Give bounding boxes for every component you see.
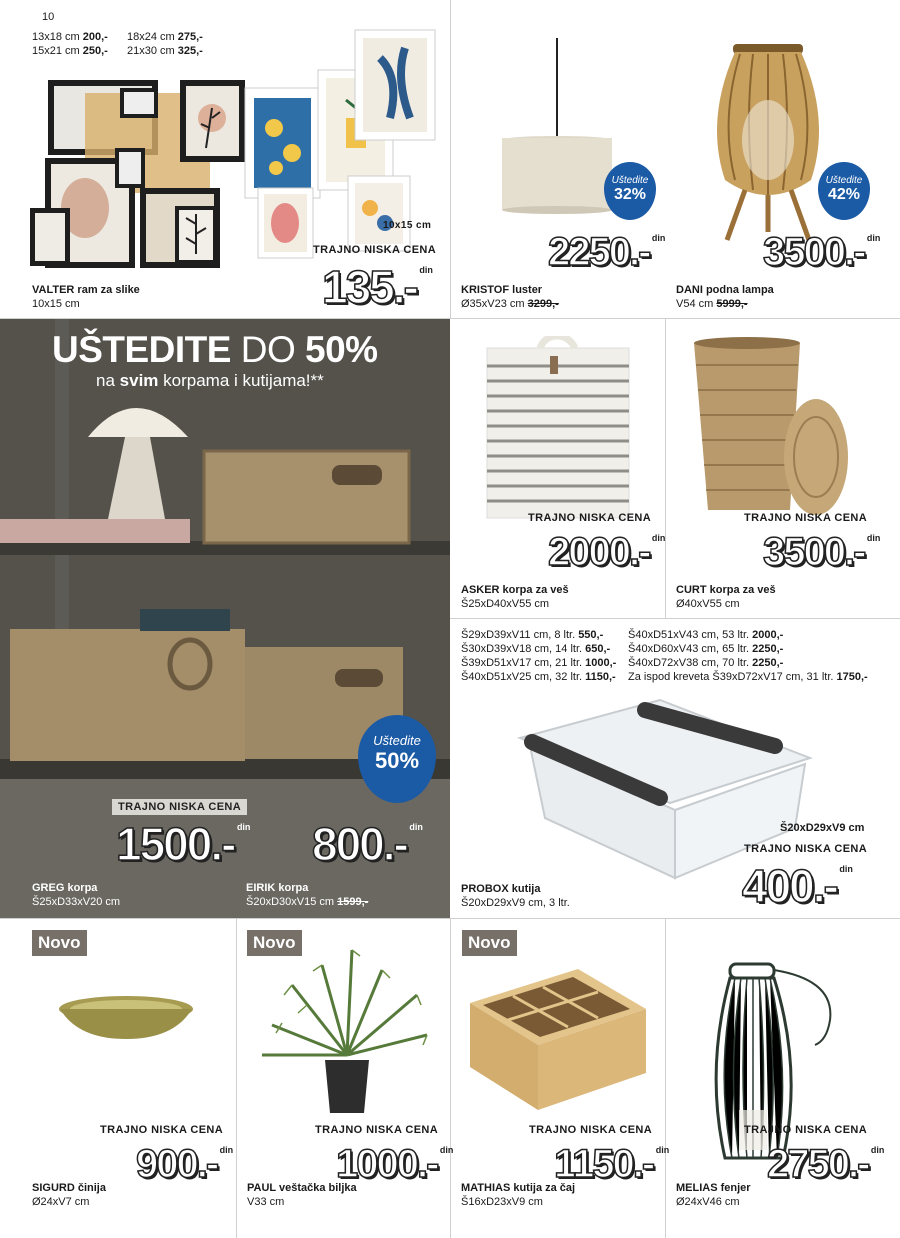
lantern-image	[705, 960, 840, 1170]
size-item: 13x18 cm 200,-	[32, 31, 108, 43]
discount-badge: Uštedite 42%	[818, 162, 870, 220]
product-dims: Š25xD40xV55 cm	[461, 598, 550, 610]
product-name: EIRIK korpa	[246, 882, 309, 894]
artificial-plant-image	[252, 945, 437, 1115]
picture-frames-image	[30, 28, 445, 276]
divider	[450, 618, 900, 619]
product-dims: V33 cm	[247, 1196, 285, 1208]
price: 900.- din	[136, 1142, 234, 1186]
price-tag-label: TRAJNO NISKA CENA	[100, 1124, 224, 1136]
product-name: PAUL veštačka biljka	[247, 1182, 357, 1194]
product-dims: Ø40xV55 cm	[676, 598, 740, 610]
price: 2000.- din	[548, 530, 666, 574]
divider	[450, 918, 451, 1238]
price: 1000.- din	[336, 1142, 454, 1186]
product-name: MELIAS fenjer	[676, 1182, 751, 1194]
size-note: Š20xD29xV9 cm	[780, 822, 865, 834]
divider	[450, 0, 451, 318]
size-item: Š30xD39xV18 cm, 14 ltr. 650,-	[461, 643, 611, 655]
size-note: 10x15 cm	[383, 220, 432, 231]
product-dims: Š16xD23xV9 cm	[461, 1196, 543, 1208]
product-name: DANI podna lampa	[676, 284, 774, 296]
product-dims: Ø35xV23 cm 3299,-	[461, 298, 559, 310]
laundry-bag-image	[485, 336, 635, 521]
promo-subline: na svim korpama i kutijama!**	[96, 371, 324, 390]
price: 3500.- din	[763, 530, 881, 574]
price: 2750.- din	[767, 1142, 885, 1186]
new-badge: Novo	[462, 930, 517, 956]
size-list	[461, 628, 631, 684]
discount-badge: Uštedite 32%	[604, 162, 656, 220]
price: 800.- din	[312, 818, 423, 870]
product-dims: V54 cm 5999,-	[676, 298, 748, 310]
price-tag-label: TRAJNO NISKA CENA	[744, 1124, 868, 1136]
divider	[665, 918, 666, 1238]
product-name: MATHIAS kutija za čaj	[461, 1182, 576, 1194]
price-tag-label: TRAJNO NISKA CENA	[529, 1124, 653, 1136]
discount-badge: Uštedite 50%	[358, 715, 436, 803]
product-dims: Ø24xV46 cm	[676, 1196, 740, 1208]
page-number: 10	[42, 11, 55, 23]
price-tag-label: TRAJNO NISKA CENA	[112, 799, 247, 815]
product-name: PROBOX kutija	[461, 883, 541, 895]
product-dims: Ø24xV7 cm	[32, 1196, 90, 1208]
floor-lamp-image	[705, 40, 835, 245]
product-name: CURT korpa za veš	[676, 584, 776, 596]
price-tag-label: TRAJNO NISKA CENA	[315, 1124, 439, 1136]
product-name: GREG korpa	[32, 882, 98, 894]
size-item: Š29xD39xV11 cm, 8 ltr. 550,-	[461, 629, 604, 641]
size-item: Š40xD60xV43 cm, 65 ltr. 2250,-	[628, 643, 784, 655]
price-tag-label: TRAJNO NISKA CENA	[744, 843, 868, 855]
price: 1150.- din	[554, 1142, 670, 1186]
price: 135.- din	[322, 261, 433, 313]
price-tag-label: TRAJNO NISKA CENA	[744, 512, 868, 524]
price: 3500.- din	[763, 230, 881, 274]
size-item: 15x21 cm 250,-	[32, 45, 108, 57]
product-dims: Š20xD30xV15 cm 1599,-	[246, 896, 369, 908]
size-item: 21x30 cm 325,-	[127, 45, 203, 57]
size-item: Š39xD51xV17 cm, 21 ltr. 1000,-	[461, 657, 617, 669]
size-item: Š40xD72xV38 cm, 70 ltr. 2250,-	[628, 657, 784, 669]
product-name: ASKER korpa za veš	[461, 584, 569, 596]
product-dims: Š25xD33xV20 cm	[32, 896, 121, 908]
new-badge: Novo	[32, 930, 87, 956]
size-item: Za ispod kreveta Š39xD72xV17 cm, 31 ltr. 1750,-	[628, 671, 868, 683]
pendant-lamp-image	[495, 38, 615, 218]
bowl-image	[58, 995, 198, 1040]
tea-box-image	[468, 965, 648, 1115]
price: 1500.- din	[116, 818, 251, 870]
size-item: Š40xD51xV25 cm, 32 ltr. 1150,-	[461, 671, 616, 683]
product-name: VALTER ram za slike	[32, 284, 140, 296]
product-dims: Š20xD29xV9 cm, 3 ltr.	[461, 897, 570, 909]
plastic-box-image	[510, 698, 820, 883]
size-item: 18x24 cm 275,-	[127, 31, 203, 43]
price: 2250.- din	[548, 230, 666, 274]
price-tag-label: TRAJNO NISKA CENA	[313, 244, 437, 256]
divider	[665, 318, 666, 618]
new-badge: Novo	[247, 930, 302, 956]
product-name: KRISTOF luster	[461, 284, 543, 296]
size-item: Š40xD51xV43 cm, 53 ltr. 2000,-	[628, 629, 784, 641]
price-tag-label: TRAJNO NISKA CENA	[528, 512, 652, 524]
size-list	[628, 628, 898, 684]
wicker-basket-image	[690, 335, 855, 515]
promo-panel	[0, 319, 450, 918]
price: 400.- din	[742, 860, 853, 912]
product-dims: 10x15 cm	[32, 298, 80, 310]
divider	[236, 918, 237, 1238]
product-name: SIGURD činija	[32, 1182, 106, 1194]
promo-headline: UŠTEDITE DO 50%	[52, 329, 378, 370]
